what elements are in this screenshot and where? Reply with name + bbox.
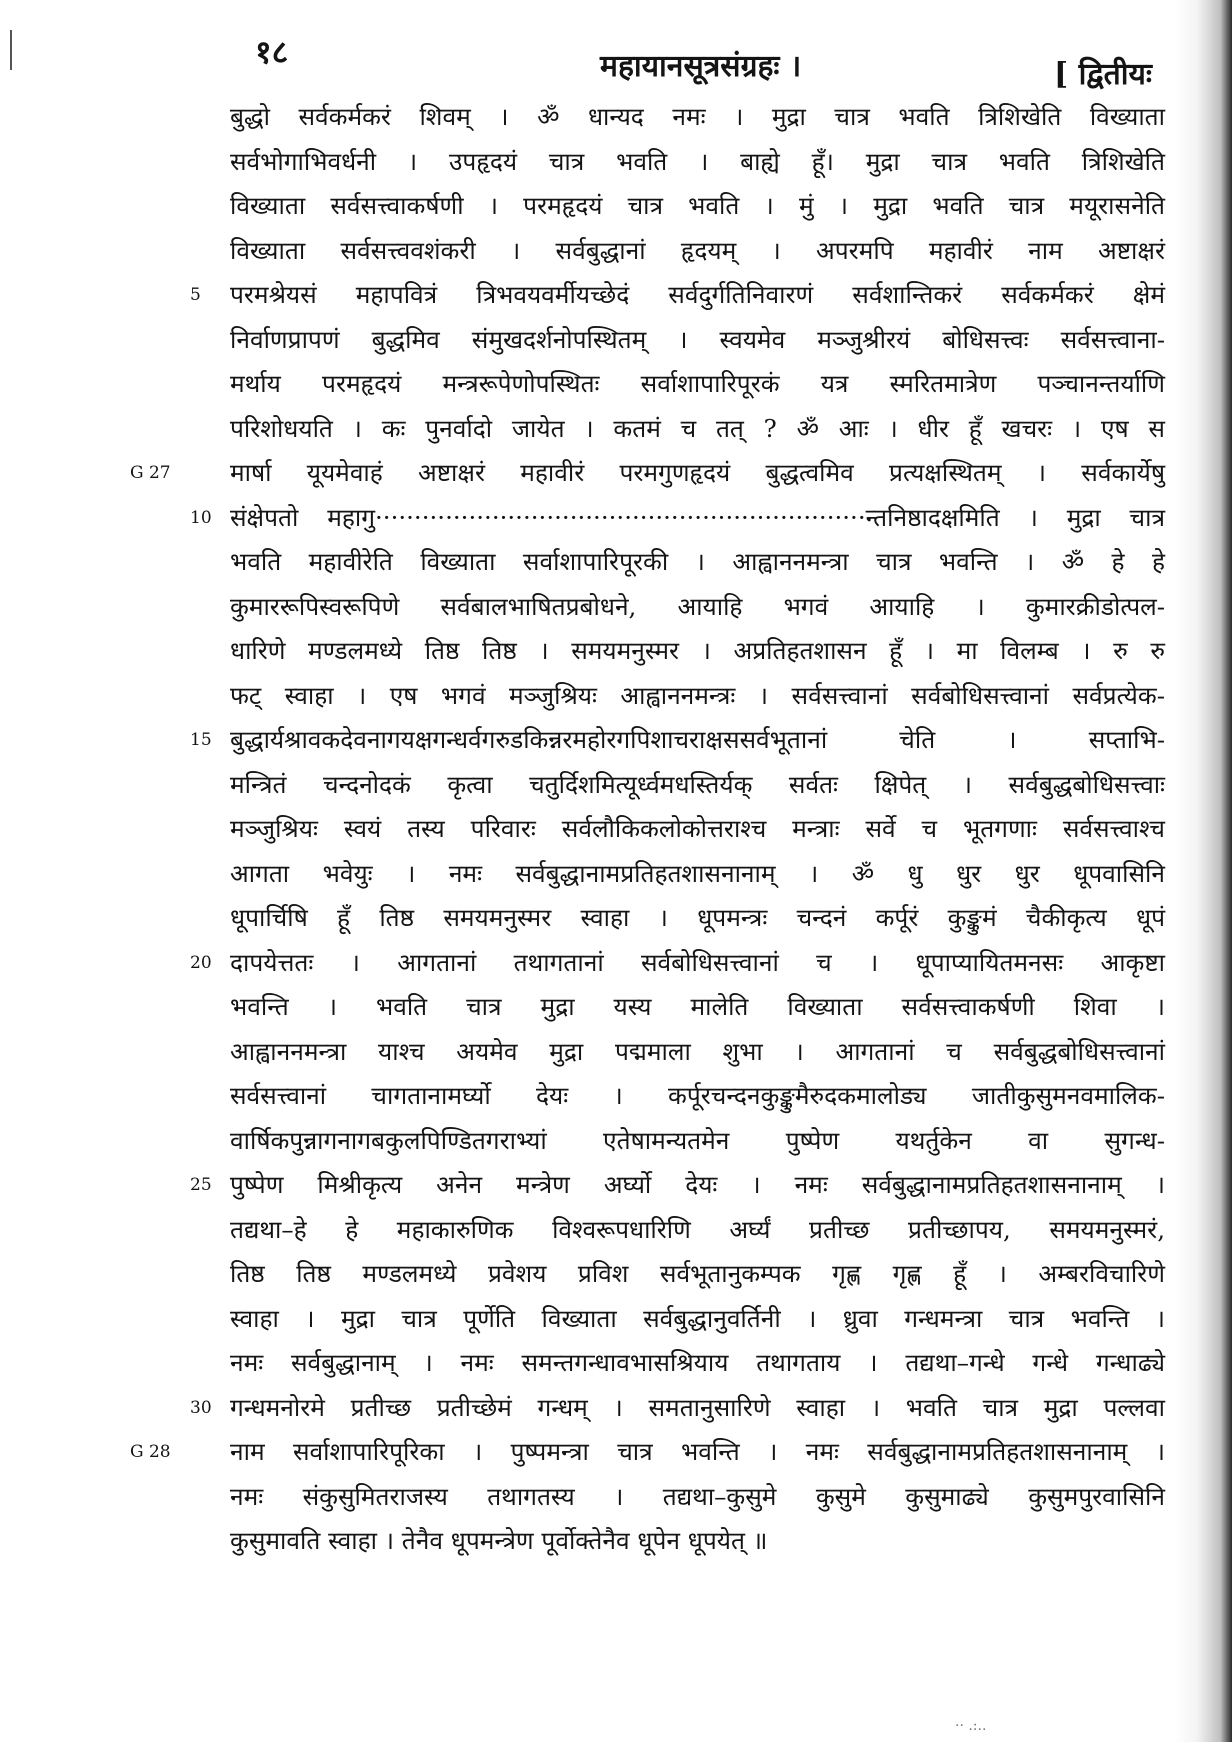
text-line	[190, 718, 1165, 763]
line-text: सर्वभोगाभिवर्धनी । उपहृदयं चात्र भवति । बाह्ये हूँ। मुद्रा चात्र भवति त्रिशिखेति	[230, 146, 1165, 176]
line-text: सर्वसत्त्वानां चागतानामर्घ्यो देयः । कर्पूरचन्दनकुङ्कुमैरुदकमालोड्य जातीकुसुमनवमालिक-	[230, 1081, 1165, 1110]
text-line	[230, 1119, 1165, 1164]
line-text: संक्षेपतो महागु·······························································न्तनिष्ठादक्षमिति । मुद्रा चात्र	[230, 502, 1165, 532]
line-text: बुद्धो सर्वकर्मकरं शिवम् । ॐ धान्यद नमः । मुद्रा चात्र भवति त्रिशिखेति विख्याता	[230, 102, 1165, 131]
text-line	[230, 674, 1165, 719]
line-number: 30	[190, 1397, 212, 1418]
text-line	[230, 229, 1165, 274]
running-title: महायानसूत्रसंग्रहः ।	[600, 49, 802, 84]
line-text: नमः सर्वबुद्धानाम् । नमः समन्तगन्धावभासश्रियाय तथागताय । तद्यथा–गन्धे गन्धे गन्धाढ्ये	[230, 1348, 1165, 1377]
margin-reference: G 27	[130, 463, 171, 483]
text-line	[130, 1430, 1165, 1475]
text-line	[230, 95, 1165, 140]
text-line	[230, 896, 1165, 941]
text-line	[230, 585, 1165, 630]
text-line	[230, 540, 1165, 585]
line-text: मन्त्रितं चन्दनोदकं कृत्वा चतुर्दिशमित्यूर्ध्वमधस्तिर्यक् सर्वतः क्षिपेत् । सर्वबुद्धबोधिसत्त्वाः	[230, 769, 1165, 799]
line-text: परिशोधयति । कः पुनर्वादो जायेत । कतमं च तत् ? ॐ आः । धीर हूँ खचरः । एष स	[230, 413, 1165, 443]
text-line	[190, 273, 1165, 318]
text-line	[230, 407, 1165, 452]
text-line	[230, 1519, 1165, 1564]
text-line	[230, 362, 1165, 407]
text-line	[230, 140, 1165, 185]
binding-shadow	[1174, 0, 1232, 1742]
line-text: परमश्रेयसं महापवित्रं त्रिभवयवर्मीयच्छेदं सर्वदुर्गतिनिवारणं सर्वशान्तिकरं सर्वकर्मकरं क्षेमं	[230, 280, 1165, 309]
line-text: विख्याता सर्वसत्त्वाकर्षणी । परमहृदयं चात्र भवति । मुं । मुद्रा भवति चात्र मयूरासनेति	[230, 191, 1165, 220]
text-line	[190, 1163, 1165, 1208]
text-line	[230, 807, 1165, 852]
line-text: फट् स्वाहा । एष भगवं मञ्जुश्रियः आह्वाननमन्त्रः । सर्वसत्त्वानां सर्वबोधिसत्त्वानां सर्वप्रत्येक-	[230, 680, 1165, 710]
line-text: धारिणे मण्डलमध्ये तिष्ठ तिष्ठ । समयमनुस्मर । अप्रतिहतशासन हूँ । मा विलम्ब । रु रु	[230, 636, 1165, 665]
text-line	[230, 1341, 1165, 1386]
line-text: नमः संकुसुमितराजस्य तथागतस्य । तद्यथा–कुसुमे कुसुमे कुसुमाढ्ये कुसुमपुरवासिनि	[230, 1481, 1165, 1511]
body-text	[130, 95, 1165, 1564]
line-number: 10	[190, 507, 212, 528]
line-text: दापयेत्ततः । आगतानां तथागतानां सर्वबोधिसत्त्वानां च । धूपाप्यायितमनसः आकृष्टा	[230, 947, 1165, 977]
text-line	[230, 629, 1165, 674]
line-text: तिष्ठ तिष्ठ मण्डलमध्ये प्रवेशय प्रविश सर्वभूतानुकम्पक गृह्ण गृह्ण हूँ । अम्बरविचारिणे	[230, 1259, 1165, 1288]
line-text: वार्षिकपुन्नागनागबकुलपिण्डितगराभ्यां एतेषामन्यतमेन पुष्पेण यथर्तुकेन वा सुगन्ध-	[230, 1125, 1165, 1155]
line-number: 5	[190, 285, 201, 305]
line-text: तद्यथा–हे हे महाकारुणिक विश्वरूपधारिणि अर्घ्यं प्रतीच्छ प्रतीच्छापय, समयमनुस्मरं,	[230, 1214, 1165, 1244]
text-line	[230, 1074, 1165, 1119]
line-text: स्वाहा । मुद्रा चात्र पूर्णेति विख्याता सर्वबुद्धानुवर्तिनी । ध्रुवा गन्धमन्त्रा चात्र भवन्ति ।	[230, 1303, 1165, 1333]
line-text: मर्थाय परमहृदयं मन्त्ररूपेणोपस्थितः सर्वाशापारिपूरकं यत्र स्मरितमात्रेण पञ्चानन्तर्याणि	[230, 369, 1165, 398]
text-line	[230, 318, 1165, 363]
margin-reference: G 28	[130, 1442, 171, 1462]
line-text: मार्षा यूयमेवाहं अष्टाक्षरं महावीरं परमगुणहृदयं बुद्धत्वमिव प्रत्यक्षस्थितम् । सर्वकार्येषु	[230, 458, 1165, 487]
line-text: विख्याता सर्वसत्त्ववशंकरी । सर्वबुद्धानां हृदयम् । अपरमपि महावीरं नाम अष्टाक्षरं	[230, 235, 1165, 265]
line-text: आगता भवेयुः । नमः सर्वबुद्धानामप्रतिहतशासनानाम् । ॐ धु धुर धुर धूपवासिनि	[230, 858, 1165, 888]
page-header	[0, 30, 1232, 100]
line-text: मञ्जुश्रियः स्वयं तस्य परिवारः सर्वलौकिकलोकोत्तराश्च मन्त्राः सर्वे च भूतगणाः सर्वसत्त्वाश्च	[230, 814, 1165, 843]
line-text: भवन्ति । भवति चात्र मुद्रा यस्य मालेति विख्याता सर्वसत्त्वाकर्षणी शिवा ।	[230, 992, 1165, 1021]
line-text: भवति महावीरेति विख्याता सर्वाशापारिपूरकी । आह्वाननमन्त्रा चात्र भवन्ति । ॐ हे हे	[230, 547, 1165, 576]
text-line	[190, 941, 1165, 986]
text-line	[230, 184, 1165, 229]
line-text: गन्धमनोरमे प्रतीच्छ प्रतीच्छेमं गन्धम् । समतानुसारिणे स्वाहा । भवति चात्र मुद्रा पल्लवा	[230, 1392, 1165, 1422]
line-number: 25	[190, 1175, 212, 1195]
chapter-mark: [ द्वितीयः	[1054, 57, 1152, 92]
text-line	[230, 985, 1165, 1030]
text-line	[230, 1030, 1165, 1075]
line-text: धूपार्चिषि हूँ तिष्ठ समयमनुस्मर स्वाहा । धूपमन्त्रः चन्दनं कर्पूरं कुङ्कुमं चैकीकृत्य धूपं	[230, 903, 1165, 932]
line-text: कुसुमावति स्वाहा । तेनैव धूपमन्त्रेण पूर्वोक्तेनैव धूपेन धूपयेत् ॥	[230, 1526, 768, 1555]
text-line	[230, 852, 1165, 897]
line-text: नाम सर्वाशापारिपूरिका । पुष्पमन्त्रा चात्र भवन्ति । नमः सर्वबुद्धानामप्रतिहतशासनानाम् ।	[230, 1437, 1165, 1466]
text-line	[230, 1475, 1165, 1520]
line-number: 15	[190, 730, 212, 750]
text-line	[230, 1208, 1165, 1253]
text-line	[190, 496, 1165, 541]
line-text: आह्वाननमन्त्रा याश्च अयमेव मुद्रा पद्ममाला शुभा । आगतानां च सर्वबुद्धबोधिसत्त्वानां	[230, 1036, 1165, 1066]
text-line	[190, 1386, 1165, 1431]
line-text: कुमाररूपिस्वरूपिणे सर्वबालभाषितप्रबोधने, आयाहि भगवं आयाहि । कुमारक्रीडोत्पल-	[230, 591, 1165, 621]
scan-speck: ·· .:..	[955, 1718, 987, 1734]
line-text: निर्वाणप्रापणं बुद्धमिव संमुखदर्शनोपस्थितम् । स्वयमेव मञ्जुश्रीरयं बोधिसत्त्वः सर्वसत्त्वाना-	[230, 324, 1165, 354]
line-text: बुद्धार्यश्रावकदेवनागयक्षगन्धर्वगरुडकिन्नरमहोरगपिशाचराक्षससर्वभूतानां चेति । सप्ताभि-	[230, 725, 1165, 754]
text-line	[230, 1297, 1165, 1342]
line-number: 20	[190, 952, 212, 973]
text-line	[130, 451, 1165, 496]
text-line	[230, 763, 1165, 808]
text-line	[230, 1252, 1165, 1297]
line-text: पुष्पेण मिश्रीकृत्य अनेन मन्त्रेण अर्घ्यो देयः । नमः सर्वबुद्धानामप्रतिहतशासनानाम् ।	[230, 1170, 1165, 1199]
page-number: १८	[255, 33, 289, 71]
